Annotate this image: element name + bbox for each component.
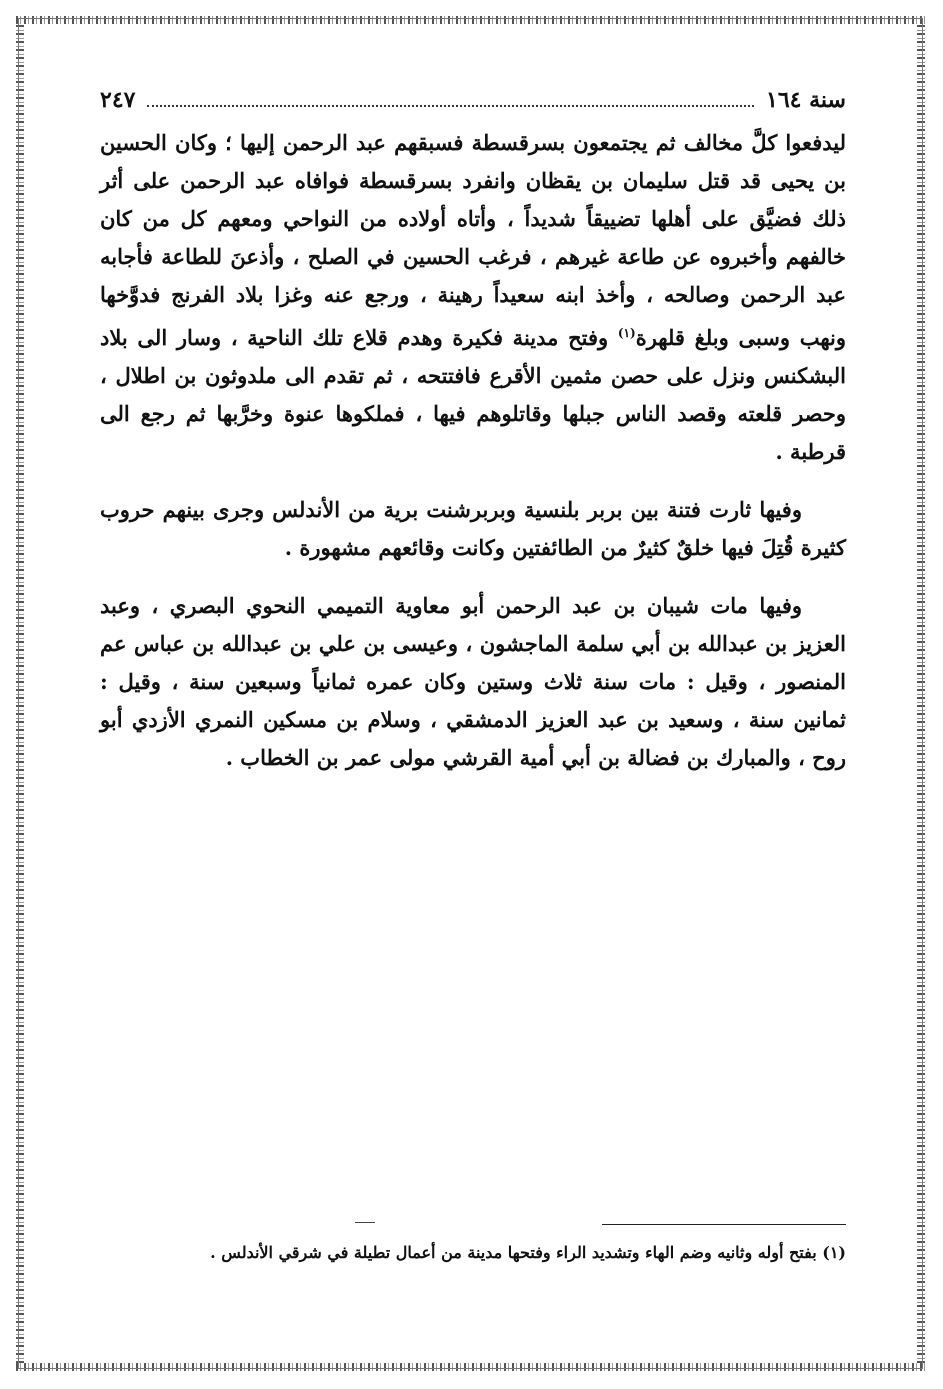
paragraph-1-continuation: وفتح مدينة فكيرة وهدم قلاع تلك الناحية ، وسار الى بلاد البشكنس ونزل على حصن مثمين الأقرع فافتتحه ، ثم تقدم الى ملدوثون بن اطلال ، وحصر قلعته وقصد الناس جبلها وقاتلوهم فيها ، فملكوها عنوة وخرَّبها ثم رجع الى قرطبة . bbox=[100, 325, 846, 464]
page-content bbox=[100, 80, 846, 777]
header-leader-dots bbox=[147, 105, 754, 107]
paragraph-3: وفيها مات شيبان بن عبد الرحمن أبو معاوية التميمي النحوي البصري ، وعبد العزيز بن عبدالله بن أبي سلمة الماجشون ، وعيسى بن علي بن عبدالله بن عباس عم المنصور ، وقيل : مات سنة ثلاث وستين وكان عمره ثمانياً وسبعين سنة ، وقيل : ثمانين سنة ، وسعيد بن عبد العزيز الدمشقي ، وسلام بن مسكين النمري الأزدي أبو روح ، والمبارك بن فضالة بن أبي أمية القرشي مولى عمر بن الخطاب . bbox=[100, 593, 846, 770]
paragraph-1 bbox=[100, 124, 846, 471]
footnote-separator bbox=[602, 1224, 846, 1225]
footnote-reference: (١) bbox=[617, 326, 636, 340]
paragraph-1-text: ليدفعوا كلَّ مخالف ثم يجتمعون بسرقسطة فسبقهم عبد الرحمن إليها ؛ وكان الحسين بن يحيى قد قتل سليمان بن يقظان وانفرد بسرقسطة فوافاه عبد الرحمن على أثر ذلك فضيَّق على أهلها تضييقاً شديداً ، وأتاه أولاده من النواحي ومعهم كل من كان خالفهم وأخبروه عن طاعة غيرهم ، فرغب الحسين في الصلح ، وأذعنَ للطاعة فأجابه عبد الرحمن وصالحه ، وأخذ ابنه سعيداً رهينة ، ورجع عنه وغزا بلاد الفرنج فدوَّخها ونهب وسبى وبلغ قلهرة bbox=[100, 130, 847, 350]
year-heading: سنة ١٦٤ bbox=[766, 87, 846, 113]
paragraph-2: وفيها ثارت فتنة بين بربر بلنسية وبربرشنت برية من الأندلس وجرى بينهم حروب كثيرة قُتِلَ فيها خلقٌ كثيرٌ من الطائفتين وكانت وقائعهم مشهورة . bbox=[100, 497, 846, 560]
footnote: (١) بفتح أوله وثانيه وضم الهاء وتشديد الراء وفتحها مدينة من أعمال تطيلة في شرقي الأندلس . bbox=[210, 1243, 846, 1262]
center-mark bbox=[355, 1222, 375, 1223]
page-number: ٢٤٧ bbox=[100, 87, 136, 113]
running-header bbox=[100, 80, 846, 120]
